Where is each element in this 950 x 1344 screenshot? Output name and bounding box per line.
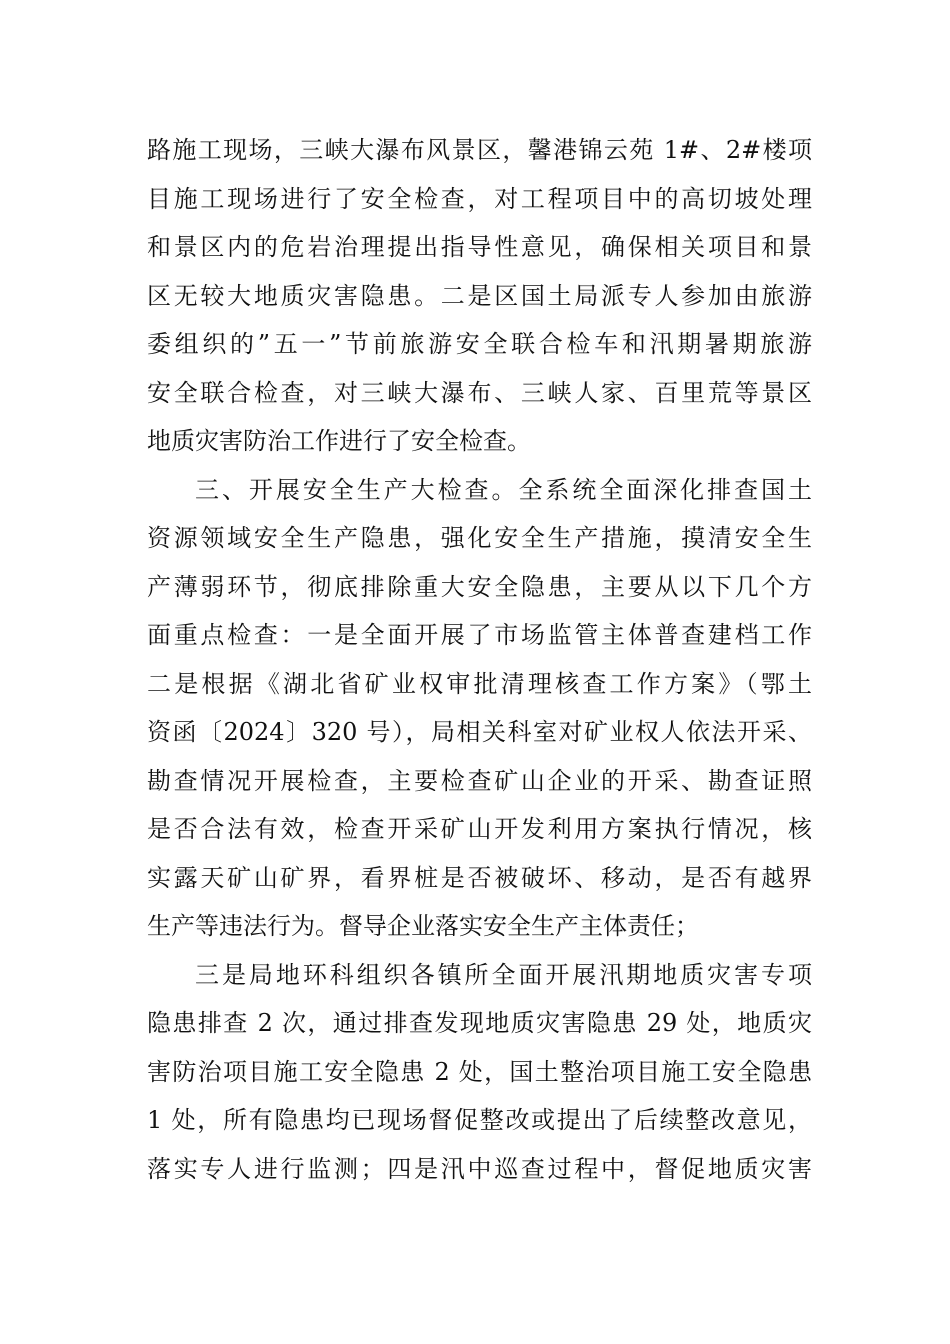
text-line: 面重点检查：一是全面开展了市场监管主体普查建档工作: [147, 621, 812, 649]
body-text: [147, 126, 812, 1193]
text-line: 资源领域安全生产隐患，强化安全生产措施，摸清安全生: [147, 524, 812, 552]
text-line: 三是局地环科组织各镇所全面开展汛期地质灾害专项: [195, 960, 812, 989]
text-line: 区无较大地质灾害隐患。二是区国土局派专人参加由旅游: [147, 281, 812, 310]
text-line: 委组织的”五一”节前旅游安全联合检车和汛期暑期旅游: [147, 330, 812, 358]
text-line: 路施工现场，三峡大瀑布风景区，馨港锦云苑 1#、2#楼项: [147, 136, 812, 164]
text-line: 实露天矿山矿界，看界桩是否被破坏、移动，是否有越界: [147, 863, 812, 892]
text-line: 落实专人进行监测；四是汛中巡查过程中，督促地质灾害: [147, 1154, 812, 1183]
text-line: 1 处，所有隐患均已现场督促整改或提出了后续整改意见，: [147, 1106, 812, 1134]
text-line: 是否合法有效，检查开采矿山开发利用方案执行情况，核: [147, 815, 812, 843]
text-line: 资函〔2024〕320 号），局相关科室对矿业权人依法开采、: [147, 718, 812, 746]
text-line: 地质灾害防治工作进行了安全检查。: [147, 427, 531, 455]
text-line: 生产等违法行为。督导企业落实安全生产主体责任；: [147, 912, 699, 940]
text-line: 隐患排查 2 次，通过排查发现地质灾害隐患 29 处，地质灾: [147, 1009, 812, 1037]
text-line: 害防治项目施工安全隐患 2 处，国土整治项目施工安全隐患: [147, 1057, 812, 1086]
text-line: 三、开展安全生产大检查。全系统全面深化排查国土: [195, 475, 812, 504]
text-line: 二是根据《湖北省矿业权审批清理核查工作方案》（鄂土: [147, 669, 812, 698]
text-line: 产薄弱环节，彻底排除重大安全隐患，主要从以下几个方: [147, 572, 812, 601]
text-line: 勘查情况开展检查，主要检查矿山企业的开采、勘查证照: [147, 766, 812, 795]
text-line: 安全联合检查，对三峡大瀑布、三峡人家、百里荒等景区: [147, 378, 812, 407]
text-line: 目施工现场进行了安全检查，对工程项目中的高切坡处理: [147, 184, 812, 213]
text-line: 和景区内的危岩治理提出指导性意见，确保相关项目和景: [147, 233, 812, 261]
